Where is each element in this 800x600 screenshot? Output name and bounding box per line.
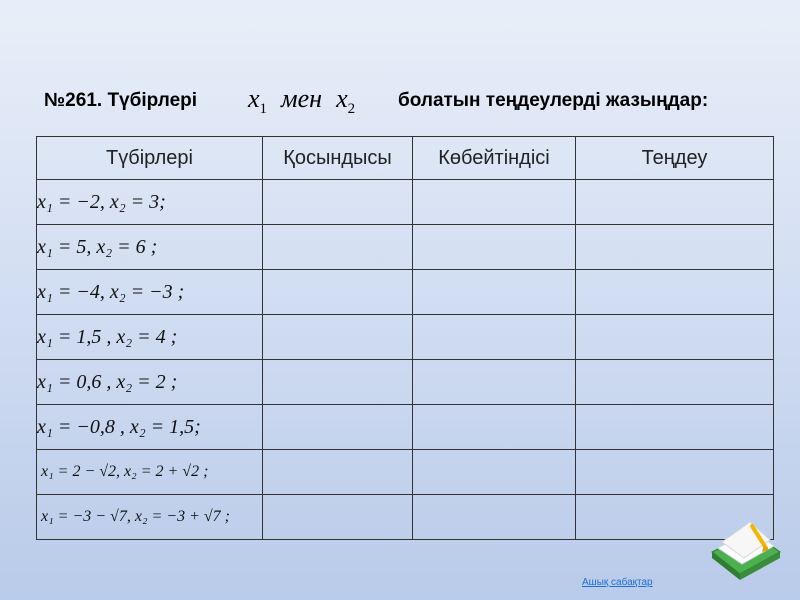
roots-cell: x₁ = −2, x₂ = 3; [37,180,263,225]
sum-cell[interactable] [263,315,413,360]
roots-cell: x₁ = 1,5 , x₂ = 4 ; [37,315,263,360]
product-cell[interactable] [413,495,576,540]
product-cell[interactable] [413,180,576,225]
heading-prefix: №261. Түбірлері [44,90,198,111]
product-cell[interactable] [413,315,576,360]
roots-cell: x₁ = 2 − √2, x₂ = 2 + √2 ; [37,450,263,495]
sum-cell[interactable] [263,270,413,315]
math-sub-2: 2 [347,101,356,118]
equation-cell[interactable] [576,225,774,270]
problem-heading [44,82,764,122]
table-row [37,360,774,405]
table-header-row [37,137,774,180]
heading-math [248,84,355,118]
equation-cell[interactable] [576,180,774,225]
table-row [37,495,774,540]
sum-cell[interactable] [263,450,413,495]
sum-cell[interactable] [263,225,413,270]
roots-cell: x₁ = −4, x₂ = −3 ; [37,270,263,315]
header-roots: Түбірлері [37,137,263,180]
product-cell[interactable] [413,360,576,405]
table-row [37,405,774,450]
table-row [37,450,774,495]
equations-table [36,136,774,540]
equation-cell[interactable] [576,315,774,360]
product-cell[interactable] [413,405,576,450]
table-row [37,180,774,225]
product-cell[interactable] [413,225,576,270]
equation-cell[interactable] [576,270,774,315]
equation-cell[interactable] [576,450,774,495]
equation-cell[interactable] [576,405,774,450]
table-row [37,225,774,270]
sum-cell[interactable] [263,495,413,540]
equation-cell[interactable] [576,360,774,405]
roots-cell: x₁ = 0,6 , x₂ = 2 ; [37,360,263,405]
product-cell[interactable] [413,450,576,495]
table-row [37,270,774,315]
math-sub-1: 1 [259,101,268,118]
math-var-2: x [336,84,348,113]
sum-cell[interactable] [263,180,413,225]
table-row [37,315,774,360]
footer-link[interactable]: Ашық сабақтар [582,577,653,588]
sum-cell[interactable] [263,405,413,450]
header-product: Көбейтіндісі [413,137,576,180]
roots-cell: x₁ = −3 − √7, x₂ = −3 + √7 ; [37,495,263,540]
heading-suffix: болатын теңдеулерді жазыңдар: [398,90,709,111]
product-cell[interactable] [413,270,576,315]
roots-cell: x₁ = 5, x₂ = 6 ; [37,225,263,270]
header-equation: Теңдеу [576,137,774,180]
roots-cell: x₁ = −0,8 , x₂ = 1,5; [37,405,263,450]
math-word: мен [281,84,323,113]
header-sum: Қосындысы [263,137,413,180]
math-var-1: x [248,84,260,113]
sum-cell[interactable] [263,360,413,405]
book-icon[interactable] [706,512,786,584]
